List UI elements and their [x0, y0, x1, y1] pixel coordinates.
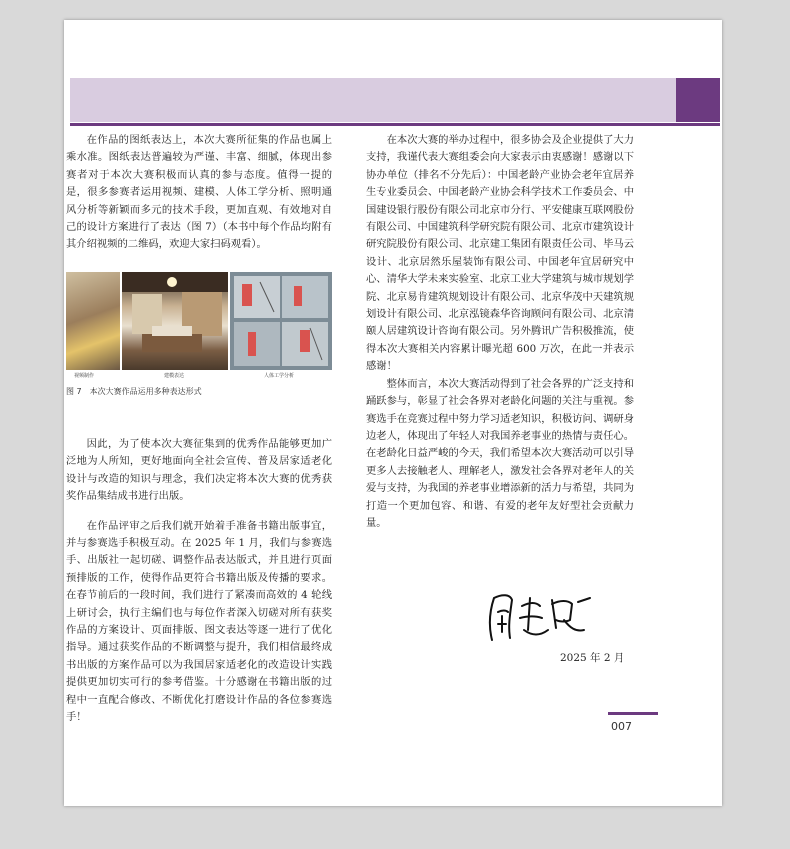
handwritten-signature [480, 580, 600, 650]
right-paragraph-2: 整体而言，本次大赛活动得到了社会各界的广泛支持和踊跃参与，彰显了社会各界对老龄化问题的关注与重视。参赛选手在竞赛过程中努力学习适老知识，积极访问、调研身边老人，体现出了年轻人对我国养老事业的热情与责任心。在老龄化日益严峻的今天，我们希望本次大赛活动可以引导更多人去接触老人、理解老人，激发社会各界对老年人的关爱与支持，为我国的养老事业增添新的活力与希望，共同为打造一个更加包容、和谐、有爱的老年友好型社会贡献力量。 [366, 377, 634, 529]
left-paragraph-2: 因此，为了使本次大赛征集到的优秀作品能够更加广泛地为人所知，更好地面向全社会宣传、普及居家适老化设计与改造的知识与理念，我们决定将本次大赛的优秀获奖作品集结成书进行出版。 [66, 438, 332, 503]
ergonomics-diagram [230, 272, 332, 370]
modeling-render-photo [122, 272, 228, 370]
header-rule [70, 123, 720, 126]
header-band [70, 78, 715, 122]
right-column [366, 132, 634, 532]
video-production-photo [66, 272, 120, 370]
left-paragraph-1: 在作品的图纸表达上，本次大赛所征集的作品也属上乘水准。图纸表达普遍较为严谨、丰富、细腻，体现出参赛者对于本次大赛积极而认真的参与态度。值得一提的是，很多参赛者运用视频、建模、人体工学分析、照明通风分析等新颖而多元的技术手段，更加直观、有效地对自己的设计方案进行了表达（图 7）（本书中每个作品均附有其介绍视频的二维码，欢迎大家扫码观看）。 [66, 134, 332, 251]
figure-caption: 图 7 本次大赛作品运用多种表达形式 [66, 387, 202, 396]
signature-date: 2025 年 2 月 [560, 652, 625, 664]
sub-label-video: 视频制作 [74, 373, 95, 379]
figure-7 [66, 272, 332, 382]
sub-label-modeling: 建模表达 [164, 373, 185, 379]
page-number: 007 [611, 720, 632, 733]
left-column-lower [66, 436, 332, 727]
interior-render [122, 272, 228, 370]
sub-label-ergonomics: 人体工学分析 [264, 373, 295, 379]
left-column [66, 132, 332, 254]
right-paragraph-1: 在本次大赛的举办过程中，很多协会及企业提供了大力支持，我谨代表大赛组委会向大家表示由衷感谢！感谢以下协办单位（排名不分先后）：中国老龄产业协会老年宜居养生专业委员会、中国老龄产业协会科学技术工作委员会、中国建设银行股份有限公司北京市分行、平安健康互联网股份有限公司、中国建筑科学研究院有限公司、北京市建筑设计研究院股份有限公司、北京建工集团有限责任公司、毕马云设计、北京居然乐屋装饰有限公司、中国老年宜居研究中心、清华大学未来实验室、北京工业大学建筑与城市规划学院、北京易肯建筑规划设计有限公司、北京华茂中天建筑规划设计有限公司、北京泓镜森华咨询顾问有限公司、北京清颐人居建筑设计咨询有限公司。另外腾讯广告积极推流，使得本次大赛相关内容累计曝光超 600 万次，在此一并表示感谢！ [366, 134, 634, 373]
ergonomics-analysis-image [230, 272, 332, 370]
header-accent-block [676, 78, 720, 122]
page-number-rule [608, 712, 658, 715]
left-paragraph-3: 在作品评审之后我们就开始着手准备书籍出版事宜，并与参赛选手积极互动。在 2025 年 1 月，我们与参赛选手、出版社一起切磋、调整作品表达版式，并且进行页面预排版的工作，使得作品更符合书籍出版及传播的要求。在春节前后的一段时间，我们进行了紧凑而高效的 4 轮线上研讨会，执行主编们也与每位作者深入切磋对所有获奖作品的方案设计、页面排版、图文表达等逐一进行了优化指导。通过获奖作品的不断调整与提升，我们相信最终成书出版的方案作品可以为我国居家适老化的改造设计实践提供更加切实可行的参考借鉴。十分感谢在书籍出版的过程中一直配合修改、不断优化打磨设计作品的各位参赛选手！ [66, 519, 332, 724]
